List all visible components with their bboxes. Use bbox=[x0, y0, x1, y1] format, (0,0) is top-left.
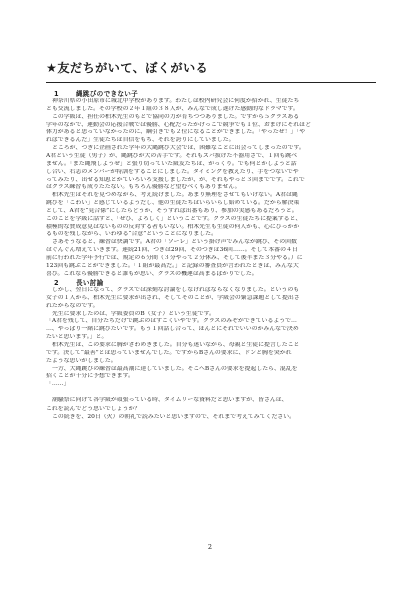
text-line: 女子の１人から、柏木先生に要求が出され、そしてそのことが、学級会の緊急課題として提出さ bbox=[46, 294, 300, 301]
text-line: 招くことが十分に予想できます。 bbox=[46, 373, 134, 380]
text-line: 「……」 bbox=[46, 381, 70, 388]
section-title: 長い討論 bbox=[76, 279, 104, 287]
text-line: 123回も跳ぶことができました。「１組が最高だ。」と記録の審査員が言われたときは、みんな大 bbox=[46, 262, 299, 269]
text-line: として、A君を“見合係”にしたらどうか、そうすれば出番もあり、参加の実感もあるだろうと。 bbox=[46, 207, 298, 214]
text-line: …、やっぱり一緒に跳びたいです。もう１回話し合って、ほんとにそれでいいのかみんなで決め bbox=[46, 326, 299, 333]
text-line: 柏木先生は、この要求に胸がざわめきました。自分も迷いながら、母親と生徒に提言したこと bbox=[52, 341, 300, 348]
section-number: 1 bbox=[54, 90, 59, 98]
text-line: です。決して“最善”とは思っていませんでした。ですからBさんの要求に、ドンと胸を突かれ bbox=[46, 349, 292, 356]
text-line: とも交流しました。その学校の２年１組の３８人が、みんなで成し遂げた感動的なドラマです。 bbox=[46, 105, 299, 112]
text-line: はぐんぐん増えていきます。連続21回、つぎは29回、そのつぎは36回……。そして本番の４日 bbox=[46, 247, 298, 254]
text-line: 学年のなかで、運動会の応援合戦では優勝、心配だったかけっこで競争でも１位、おまけにそれほど bbox=[46, 121, 311, 128]
text-line: A君という生徒（男子）が、縄跳びが大の苦手です。それもズバ抜けた不器用さで、１回も跳べ bbox=[46, 152, 298, 159]
text-line: 前に行われた学年予行では、規定の６分間（３分やって２分休み、そして後半また３分やる。）に bbox=[46, 255, 303, 261]
text-line: ところが、つぎに企画された学年の大縄跳び大会では、困難なことに出会ってしまったのです。 bbox=[52, 145, 305, 152]
page-title: ★友だちがいて、ぼくがいる bbox=[46, 61, 209, 75]
section-number: 2 bbox=[54, 279, 59, 287]
text-line: 神奈川県の小田原市に城北中学校があります。わたしは校内研究会に何度か招かれ、生徒たち bbox=[52, 98, 300, 104]
text-line: 積極的な賛成意見はないものの反対する者もいない。柏木先生も生徒の何人かも、心にひっかか bbox=[46, 223, 300, 230]
text-line: 潮騒祭に向けて各学級が頑張っている時、タイムリーな資料だと思いますが、皆さんは、 bbox=[52, 397, 288, 403]
text-line: 「A君を残して、自分たちだけで跳ぶのはすごくいやです。クラスのみぞができているようで… bbox=[46, 318, 297, 325]
text-line: ってみたり、出せる知恵とかていろいろ支援しましたが、が、それもやっと３回までです。これで bbox=[46, 176, 305, 183]
text-line: れたからなのです。 bbox=[46, 302, 99, 309]
section-heading-2 bbox=[54, 277, 104, 287]
text-line: 一方、大縄跳びの練習は最高潮に達していました。そこへBさんの要求を提起したら、混乱を bbox=[52, 365, 298, 372]
text-line: るものを残しながら、いわゆる“合意”ということになりました。 bbox=[46, 231, 217, 238]
text-line: たような思いがしました。 bbox=[46, 357, 117, 364]
text-line: し合い、右志のメンバーが特訓をすることにしました。タイミングを教えたり、手をつないでや bbox=[46, 168, 299, 175]
text-line: はクラス練習も成りたたない。もちろん優勝など望むべくもありません。 bbox=[46, 184, 241, 191]
text-line: この続きを、20日（火）の朝礼で読みたいと思いますので、それまで考えてみてください。 bbox=[52, 414, 296, 421]
text-line: 柏木先生はそれを見つめながら、考え続けました。あまり無理をさせてもいけない。A君は縄 bbox=[52, 192, 298, 199]
text-line: しかし、翌日になって、クラスでは深刻な討論をしなければならなくなりました。というのも bbox=[52, 287, 300, 293]
text-line: このことを学級に話すと、「ぜひ、よろしく」ということです。クラスの生徒たちに提案すると、 bbox=[46, 215, 302, 222]
text-line: たいと思います。」と。 bbox=[46, 334, 108, 341]
text-line: ればできるんだ」生徒たちは自信をもち、それを誇りにしていました。 bbox=[46, 137, 235, 144]
text-line: 喜び。これなら優勝できると誰もが思い、クラスの機運は高まるばかりでした。 bbox=[46, 270, 258, 277]
text-line: 跳びを「こわい」と感じているようだし、他の生徒たちはいらいらし始めている。だから解決策 bbox=[46, 200, 300, 207]
text-line: 先生に要求したのは、学級委員のB（女子）という生徒です。 bbox=[52, 310, 215, 317]
section-title: 縄跳びのできない子 bbox=[76, 90, 139, 98]
text-line: ません。「また縄飛しようぜ」と張り切っていた級友たちは、がっくり。でも何とかしようと話 bbox=[46, 160, 297, 167]
page-number: 2 bbox=[207, 543, 213, 551]
title-rule bbox=[46, 82, 376, 83]
section-heading-1 bbox=[54, 88, 138, 98]
text-line: この学級は、担任の柏木先生のもとで協同の力が育ちつつありました。ですから５クラスある bbox=[52, 113, 300, 120]
text-line: さあそうなると、練習は快調です。A君の「ソーレ」という掛け声でみんなが跳び、その回数 bbox=[52, 239, 297, 246]
text-line: これを読んでどう思いでしょうか？ bbox=[46, 405, 141, 412]
text-line: 体力があると思っていなかったのに、綱引きでも２位になることができました。「やったぜ！」「や bbox=[46, 129, 306, 136]
